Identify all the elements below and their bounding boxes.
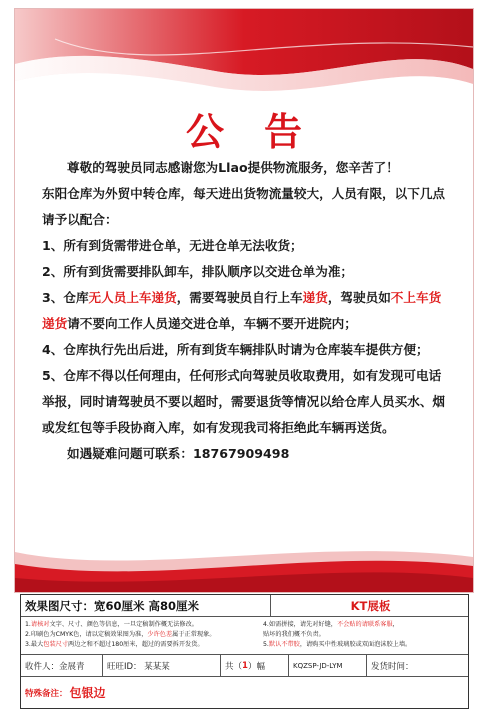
form-row-shipping	[21, 655, 468, 677]
effect-size-label: 效果图尺寸：宽60厘米 高80厘米	[21, 595, 271, 616]
note-4: 4.如需拼接，请先对好缝，不会贴的请联系客服，	[263, 621, 399, 628]
note-2: 2.印刷色为CMYK色，请以定稿效果图为准，少许色差属于正常现象。	[25, 631, 216, 638]
notes-right	[263, 620, 468, 650]
note-3: 3.最大包装尺寸两边之和不超过180厘米，超过的需要拆开发货。	[25, 641, 204, 648]
notice-poster	[14, 8, 474, 593]
notice-intro: 东阳仓库为外贸中转仓库，每天进出货物流量较大，人员有限，以下几点请予以配合：	[42, 186, 445, 227]
total-count: 共（ 1 ）幅	[221, 655, 289, 676]
order-info-form	[20, 594, 469, 709]
recipient: 收件人：金展青	[21, 655, 103, 676]
note-4-cont: 贴坏的我们概不负责。	[263, 631, 325, 638]
product-type: KT展板	[350, 598, 391, 613]
note-1: 1.请核对文字、尺寸、颜色等信息，一旦定稿制作概无法修改。	[25, 621, 198, 628]
remark-value: 包银边	[69, 686, 106, 700]
special-remark	[21, 677, 468, 708]
ship-time: 发货时间：	[371, 661, 414, 672]
notice-item-4: 4、仓库执行先出后进，所有到货车辆排队时请为仓库装车提供方便；	[42, 342, 429, 357]
form-row-notes	[21, 617, 468, 655]
form-row-remark	[21, 677, 468, 708]
notice-contact: 如遇疑难问题可联系：18767909498	[67, 446, 290, 461]
form-row-size	[21, 595, 468, 617]
notice-item-1: 1、所有到货需带进仓单，无进仓单无法收货；	[42, 238, 303, 253]
notice-item-3: 3、仓库无人员上车递货，需要驾驶员自行上车递货，驾驶员如不上车货递货请不要向工作人员递交进仓单，车辆不要开进院内；	[42, 290, 442, 331]
order-code: KQZSP-JD-LYM	[289, 655, 367, 676]
top-red-wave-decoration	[15, 9, 473, 114]
bottom-red-wave-decoration	[15, 532, 473, 592]
note-5: 5.默认不带胶，请购买中性玻璃胶或双面泡沫胶上墙。	[263, 641, 412, 648]
wangwang-id: 旺旺ID： 某某某	[103, 655, 221, 676]
notice-item-2: 2、所有到货需要排队卸车，排队顺序以交进仓单为准；	[42, 264, 354, 279]
notes-left	[25, 620, 261, 650]
notice-item-5: 5、仓库不得以任何理由，任何形式向驾驶员收取费用，如有发现可电话举报，同时请驾驶员不要以超时，需要退货等情况以给仓库人员买水、烟或发红包等手段协商入库，如有发现我司将拒绝此车辆再送货。	[42, 368, 445, 435]
notice-body	[42, 155, 452, 467]
remark-label: 特殊备注：	[25, 688, 68, 699]
notice-title: 公告	[185, 110, 342, 154]
notice-greeting: 尊敬的驾驶员同志感谢您为Llao提供物流服务，您辛苦了！	[67, 160, 399, 175]
